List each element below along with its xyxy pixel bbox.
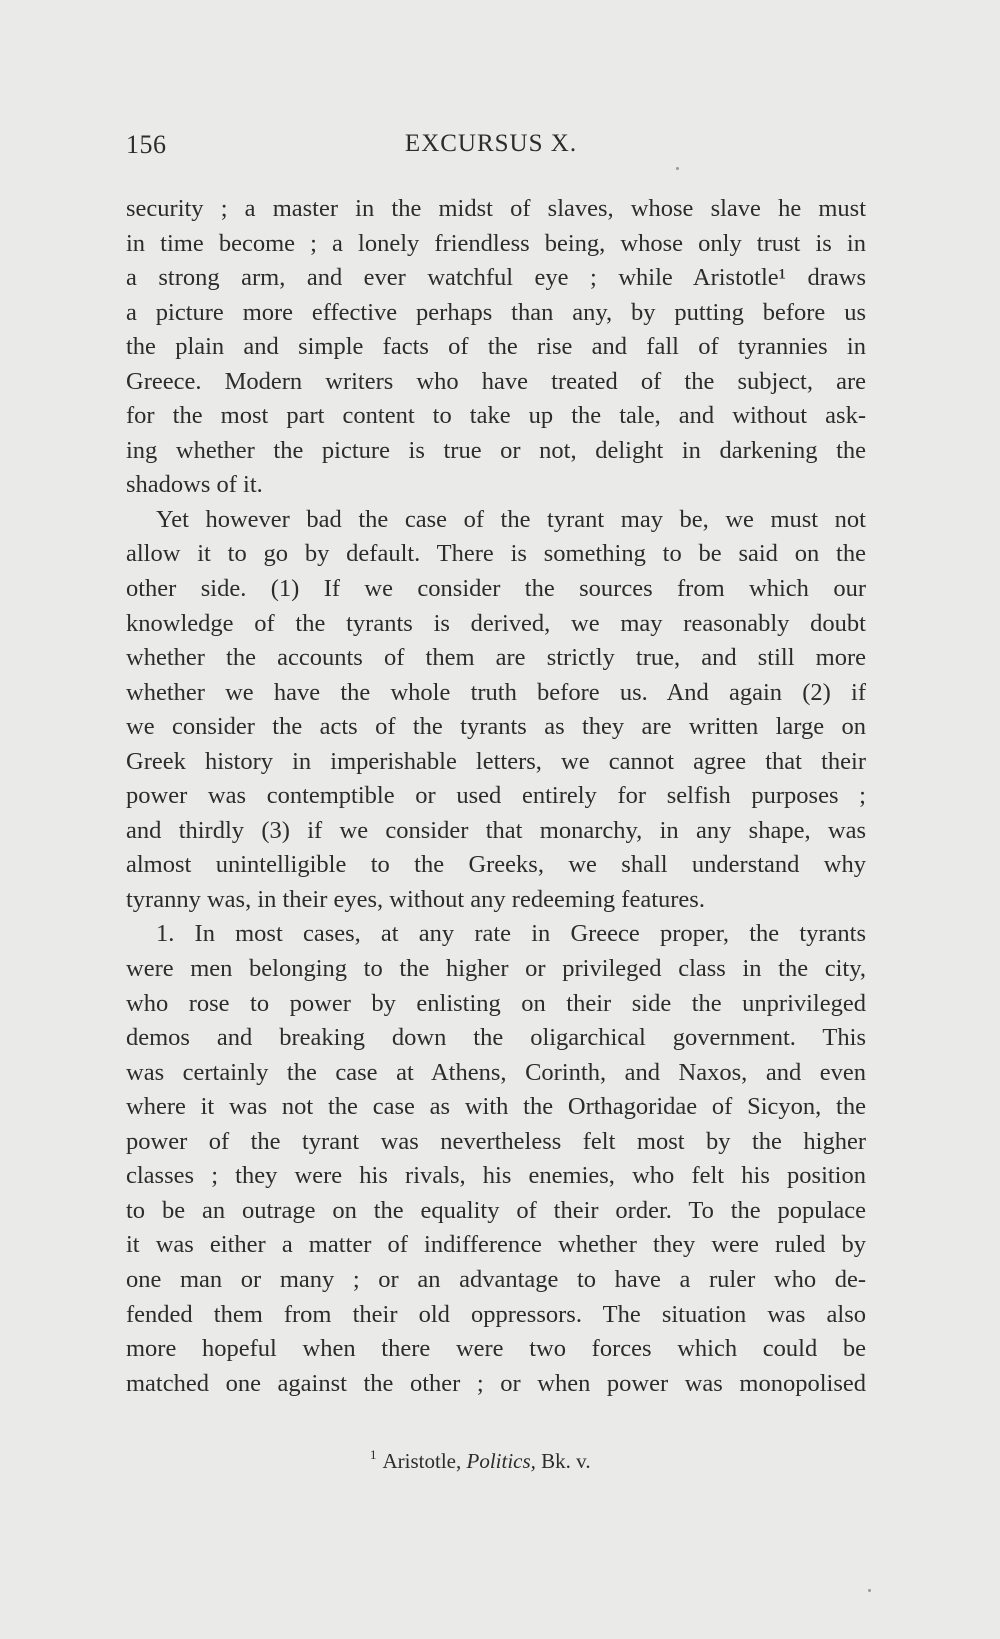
text-line: in time become ; a lonely friendless being, whose only trust is in xyxy=(126,229,866,257)
running-title: EXCURSUS X. xyxy=(404,130,578,157)
text-line: shadows of it. xyxy=(126,471,263,499)
footnote-work: Politics, xyxy=(466,1449,536,1473)
footnote-reference: Bk. v. xyxy=(541,1449,591,1473)
text-line: a picture more effective perhaps than any, by putting before us xyxy=(126,298,866,326)
footnote-author: Aristotle, xyxy=(382,1449,462,1473)
text-line: Greece. Modern writers who have treated of the subject, are xyxy=(126,367,866,395)
text-line: to be an outrage on the equality of their order. To the populace xyxy=(126,1196,866,1224)
text-line: classes ; they were his rivals, his enemies, who felt his position xyxy=(126,1162,866,1190)
text-line: whether we have the whole truth before us. And again (2) if xyxy=(126,678,866,706)
text-line: who rose to power by enlisting on their side the unprivileged xyxy=(126,989,866,1017)
text-line: where it was not the case as with the Orthagoridae of Sicyon, the xyxy=(126,1093,866,1121)
text-line: was certainly the case at Athens, Corinth, and Naxos, and even xyxy=(126,1058,866,1086)
text-line: Greek history in imperishable letters, we cannot agree that their xyxy=(126,747,866,775)
text-line: a strong arm, and ever watchful eye ; while Aristotle¹ draws xyxy=(126,264,866,292)
text-line: and thirdly (3) if we consider that monarchy, in any shape, was xyxy=(126,816,866,844)
text-line: allow it to go by default. There is something to be said on the xyxy=(126,540,866,568)
text-line: tyranny was, in their eyes, without any redeeming features. xyxy=(126,885,705,913)
text-line: were men belonging to the higher or privileged class in the city, xyxy=(126,955,866,983)
footnote xyxy=(370,1447,591,1474)
text-line: ing whether the picture is true or not, delight in darkening the xyxy=(126,436,866,464)
paper-speck xyxy=(868,1589,871,1592)
text-line: power was contemptible or used entirely for selfish purposes ; xyxy=(126,782,866,810)
text-line: it was either a matter of indifference whether they were ruled by xyxy=(126,1231,866,1259)
footnote-marker: 1 xyxy=(370,1447,377,1462)
text-line: whether the accounts of them are strictly true, and still more xyxy=(126,644,866,672)
text-line: power of the tyrant was nevertheless felt most by the higher xyxy=(126,1127,866,1155)
text-line: the plain and simple facts of the rise and fall of tyrannies in xyxy=(126,333,866,361)
text-line: Yet however bad the case of the tyrant may be, we must not xyxy=(156,505,866,533)
text-line: for the most part content to take up the tale, and without ask- xyxy=(126,402,866,430)
text-line: demos and breaking down the oligarchical government. This xyxy=(126,1024,866,1052)
paper-speck xyxy=(676,167,679,170)
page-header xyxy=(126,130,856,164)
body-text xyxy=(126,192,866,1401)
text-line: security ; a master in the midst of slaves, whose slave he must xyxy=(126,195,866,222)
page-number: 156 xyxy=(126,130,167,159)
text-line: matched one against the other ; or when power was monopolised xyxy=(126,1369,866,1397)
text-line: we consider the acts of the tyrants as they are written large on xyxy=(126,713,866,741)
text-line: other side. (1) If we consider the sources from which our xyxy=(126,575,866,603)
text-line: almost unintelligible to the Greeks, we shall understand why xyxy=(126,851,866,879)
text-line: knowledge of the tyrants is derived, we may reasonably doubt xyxy=(126,609,866,637)
text-line: 1. In most cases, at any rate in Greece proper, the tyrants xyxy=(156,920,866,948)
text-line: more hopeful when there were two forces which could be xyxy=(126,1335,866,1363)
text-line: one man or many ; or an advantage to have a ruler who de- xyxy=(126,1265,866,1293)
text-line: fended them from their old oppressors. The situation was also xyxy=(126,1300,866,1328)
